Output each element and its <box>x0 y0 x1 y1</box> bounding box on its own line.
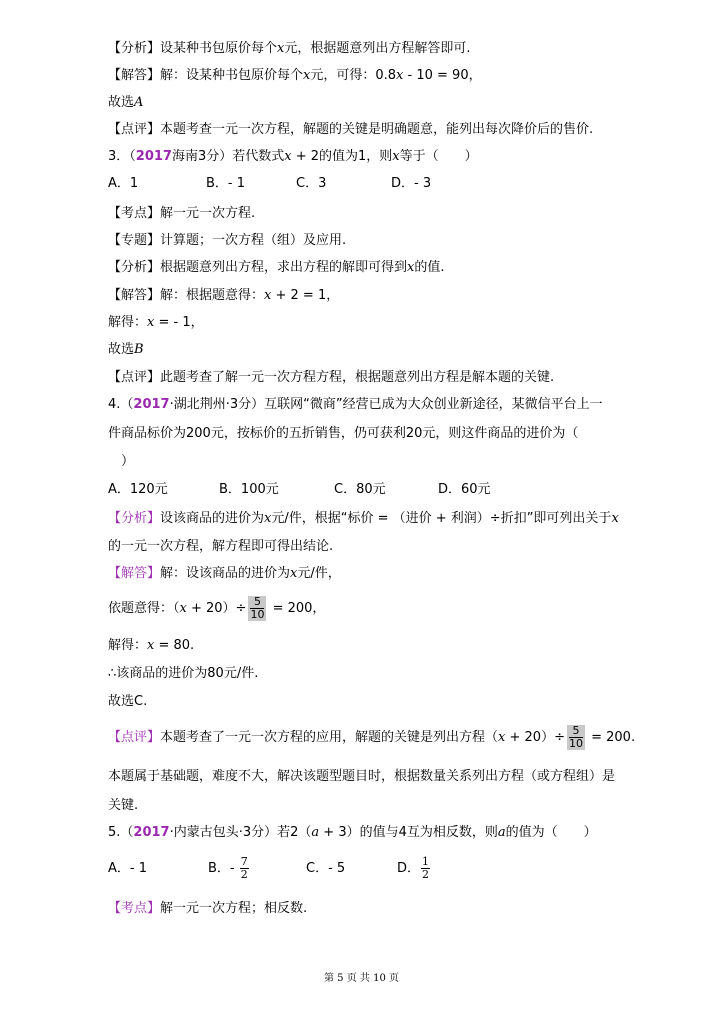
q4-solution: 【解答】解：设该商品的进价为x元/件， <box>108 566 341 581</box>
question-4-line-3: ） <box>121 454 135 469</box>
comment-line: 【点评】本题考查一元一次方程，解题的关键是明确题意，能列出每次降价后的售价. <box>108 122 594 137</box>
q4-comment-line-3: 关键. <box>108 798 139 813</box>
page-footer: 第 5 页 共 10 页 <box>324 973 399 984</box>
q4-answer: 故选C. <box>108 694 148 709</box>
q4-comment: 【点评】本题考查了一元一次方程的应用，解题的关键是列出方程（x + 20）÷ $\frac{5}{10}$ = 200. <box>108 724 636 750</box>
fraction: $\frac{7}{2}$ <box>240 855 248 881</box>
solution-line: 【解答】解：设某种书包原价每个x元，可得：0.8x - 10 = 90， <box>108 68 482 83</box>
question-4: 4.（2017·湖北荆州·3分）互联网“微商”经营已成为大众创业新途径，某微信平台上一 <box>108 397 603 412</box>
question-4-line-2: 件商品标价为200元，按标价的五折销售，仍可获利20元，则这件商品的进价为（ <box>108 426 579 441</box>
question-5: 5.（2017·内蒙古包头·3分）若2（a + 3）的值与4互为相反数，则a的值为（ ） <box>108 825 597 840</box>
q3-analysis: 【分析】根据题意列出方程，求出方程的解即可得到x的值. <box>108 260 445 275</box>
q3-knowledge-point: 【考点】解一元一次方程. <box>108 206 256 221</box>
q5-knowledge-point: 【考点】解一元一次方程；相反数. <box>108 901 308 916</box>
q3-comment: 【点评】此题考查了解一元一次方程方程，根据题意列出方程是解本题的关键. <box>108 370 555 385</box>
question-3-options: A．1 B．- 1 C．3 D．- 3 <box>108 176 432 191</box>
q4-analysis-line-2: 的一元一次方程，解方程即可得出结论. <box>108 539 334 554</box>
question-3: 3．（2017海南3分）若代数式x + 2的值为1，则x等于（ ） <box>108 149 478 164</box>
fraction: $\frac{5}{10}$ <box>568 724 583 750</box>
question-4-options: A．120元 B．100元 C．80元 D．60元 <box>108 482 491 497</box>
fraction: $\frac{1}{2}$ <box>422 855 430 881</box>
q3-answer: 故选B <box>108 342 144 357</box>
analysis-line: 【分析】设某种书包原价每个x元，根据题意列出方程解答即可. <box>108 41 471 56</box>
q3-solution-result: 解得：x = - 1， <box>108 315 204 330</box>
q4-equation: 依题意得：（x + 20）÷ $\frac{5}{10}$ = 200， <box>108 595 326 621</box>
q3-solution: 【解答】解：根据题意得：x + 2 = 1， <box>108 288 340 303</box>
q3-topic: 【专题】计算题；一次方程（组）及应用. <box>108 233 347 248</box>
q4-solution-result: 解得：x = 80. <box>108 638 195 653</box>
q4-so: ∴该商品的进价为80元/件. <box>108 666 259 681</box>
q4-analysis: 【分析】设该商品的进价为x元/件，根据“标价 = （进价 + 利润）÷折扣”即可列出关于x <box>108 511 619 526</box>
q4-comment-line-2: 本题属于基础题，难度不大，解决该题型题目时，根据数量关系列出方程（或方程组）是 <box>108 769 616 784</box>
fraction: $\frac{5}{10}$ <box>250 595 265 621</box>
question-5-options: A．- 1 B．- $\frac{7}{2}$ C．- 5 D． $\frac{1}{2}$ <box>108 855 430 881</box>
answer-line: 故选A <box>108 95 144 110</box>
